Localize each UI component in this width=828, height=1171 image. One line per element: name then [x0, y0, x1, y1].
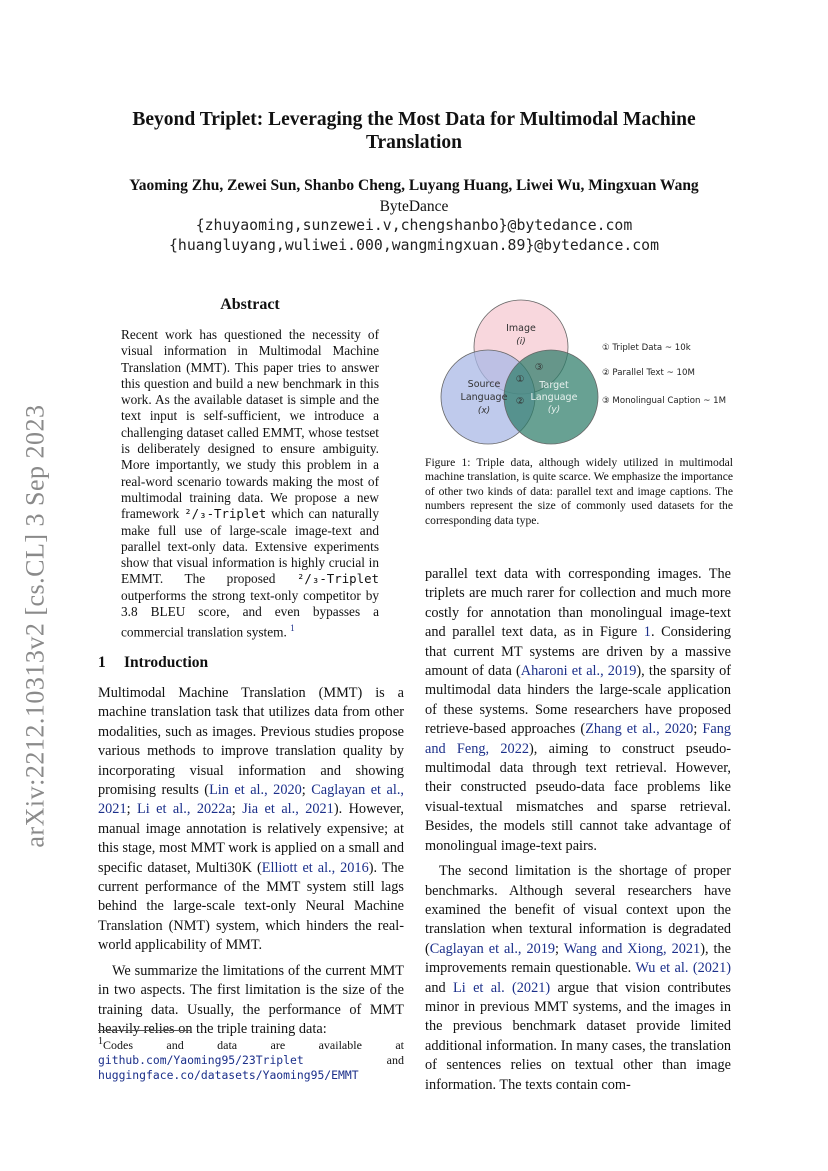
region-triplet-marker: ①	[515, 374, 525, 385]
arxiv-stamp: arXiv:2212.10313v2 [cs.CL] 3 Sep 2023	[21, 404, 50, 848]
footnote: $^1$Codes and data are available at github.com/Yaoming95/23Triplet and huggingface.co/datasets/Yaoming95/EMMT	[98, 1036, 404, 1082]
target-variable: (y)	[547, 405, 561, 415]
framework-name: ²/₃-Triplet	[184, 506, 267, 522]
image-label: Image	[506, 323, 536, 334]
citation-link[interactable]: Li et al. (2021)	[453, 979, 551, 996]
legend-entry-caption: ③ Monolingual Caption ~ 1M	[602, 396, 727, 406]
citation-link[interactable]: Li et al., 2022a	[137, 801, 232, 818]
intro-paragraph-1: Multimodal Machine Translation (MMT) is a machine translation task that utilizes data from other modalities, such as images. Previous studies propose various methods to improve translation quality by incorporating visual information and showing promising results (Lin et al., 2020; Caglayan et al., 2021; Li et al., 2022a; Jia et al., 2021). However, manual image annotation is relatively expensive; at this stage, most MMT work is applied on a small and specific dataset, Multi30K (Elliott et al., 2016). The current performance of the MMT system still lags behind the large-scale text-only Neural Machine Translation (NMT) system, which hinders the real-world applicability of MMT.	[98, 685, 405, 954]
citation-link[interactable]: Wang and Xiong, 2021	[563, 940, 701, 957]
intro-paragraph-3: parallel text data with corresponding images. The triplets are much rarer for collection and much more costly for annotation than monolingual image-text and parallel text data, as in Figure 1. Considering that current MT systems are driven by a massive amount of data (Aharoni et al., 2019), the sparsity of multimodal data hinders the large-scale application of these systems. Some researchers have proposed retrieve-based approaches (Zhang et al., 2020; Fang and Feng, 2022), aiming to construct pseudo-multimodal data through text retrieval. However, their constructed pseudo-data face problems like visual-textual mismatches and sparse retrieval. Besides, the models still cannot take advantage of monolingual image-text pairs.	[425, 566, 731, 854]
citation-link[interactable]: Lin et al., 2020	[209, 782, 302, 799]
citation-link[interactable]: Jia et al., 2021	[242, 801, 334, 818]
legend-entry-triplet: ① Triplet Data ~ 10k	[602, 343, 691, 353]
footnote-ref-link[interactable]: 1	[290, 623, 295, 634]
intro-paragraph-2: We summarize the limitations of the current MMT in two aspects. The first limitation is the size of the training data. Usually, the performance of MMT heavily relies on the triple training data:	[98, 962, 404, 1037]
citation-link[interactable]: Wu et al. (2021)	[635, 960, 731, 977]
image-variable: (i)	[516, 337, 526, 347]
legend-entry-parallel: ② Parallel Text ~ 10M	[602, 368, 695, 378]
target-label-line-1: Target	[539, 380, 569, 391]
intro-paragraph-4: The second limitation is the shortage of proper benchmarks. Although several researchers have examined the benefit of visual context upon the translation when textural information is degradated (Caglayan et al., 2019; Wang and Xiong, 2021), the improvements remain questionable. Wu et al. (2021) and Li et al. (2021) argue that vision contributes minor in previous MMT systems, and the images in the previous benchmark dataset provide limited additional information. In many cases, the translation of sentences relies on textual other than image information. The texts contain com-	[425, 863, 731, 1093]
figure-ref-link[interactable]: 1	[643, 624, 651, 641]
abstract-text: Recent work has questioned the necessity of visual information in Multimodal Machine Translation (MMT). This paper tries to answer this question and build a new benchmark in this work. As the available dataset is simple and the text input is self-sufficient, we introduce a challenging dataset called EMMT, whose testset is deliberately designed to ensure ambiguity. More importantly, we study this problem in a real-word scenario towards making the most of multimodal training data. We propose a new framework ²/₃-Triplet which can naturally make full use of large-scale image-text and parallel text-only data. Extensive experiments show that visual information is highly crucial in EMMT. The proposed ²/₃-Triplet outperforms the strong text-only competitor by 3.8 BLEU score, and even bypasses a commercial translation system. $^1$	[121, 327, 380, 640]
citation-link[interactable]: Fang and Feng, 2022	[425, 721, 731, 757]
venn-diagram-figure	[424, 290, 736, 452]
citation-link[interactable]: Aharoni et al., 2019	[520, 663, 637, 680]
source-variable: (x)	[477, 406, 491, 416]
author-list: Yaoming Zhu, Zewei Sun, Shanbo Cheng, Luyang Huang, Liwei Wu, Mingxuan Wang	[129, 177, 699, 194]
region-parallel-marker: ②	[515, 396, 525, 407]
framework-name-2: ²/₃-Triplet	[296, 571, 379, 587]
source-label-line-1: Source	[467, 379, 501, 390]
source-label-line-2: Language	[460, 392, 508, 403]
paper-title: Beyond Triplet: Leveraging the Most Data for Multimodal Machine Translation	[132, 109, 696, 153]
github-link[interactable]: github.com/Yaoming95/23Triplet	[98, 1053, 304, 1067]
introduction-right-column	[425, 565, 731, 1095]
email-line-1: {zhuyaoming,sunzewei.v,chengshanbo}@bytedance.com	[195, 217, 633, 234]
section-heading-introduction: 1 Introduction	[98, 654, 209, 671]
target-label-line-2: Language	[530, 392, 578, 403]
citation-link[interactable]: Elliott et al., 2016	[261, 859, 369, 876]
region-caption-marker: ③	[534, 362, 544, 373]
citation-link[interactable]: Zhang et al., 2020	[585, 721, 694, 738]
huggingface-link[interactable]: huggingface.co/datasets/Yaoming95/EMMT	[98, 1068, 359, 1082]
affiliation: ByteDance	[379, 198, 449, 215]
footnote-divider	[98, 1030, 190, 1031]
venn-diagram	[424, 290, 736, 452]
citation-link[interactable]: Caglayan et al., 2019	[429, 940, 556, 957]
introduction-left-column	[98, 684, 404, 1039]
citation-link[interactable]: Caglayan et al., 2021	[98, 782, 404, 818]
email-line-2: {huangluyang,wuliwei.000,wangmingxuan.89}@bytedance.com	[169, 237, 659, 254]
figure-caption: Figure 1: Triple data, although widely utilized in multimodal machine translation, is quite scarce. We emphasize the importance of other two kinds of data: parallel text and image captions. The numbers represent the size of commonly used datasets for the corresponding data type.	[425, 456, 733, 527]
abstract-heading: Abstract	[220, 296, 280, 313]
